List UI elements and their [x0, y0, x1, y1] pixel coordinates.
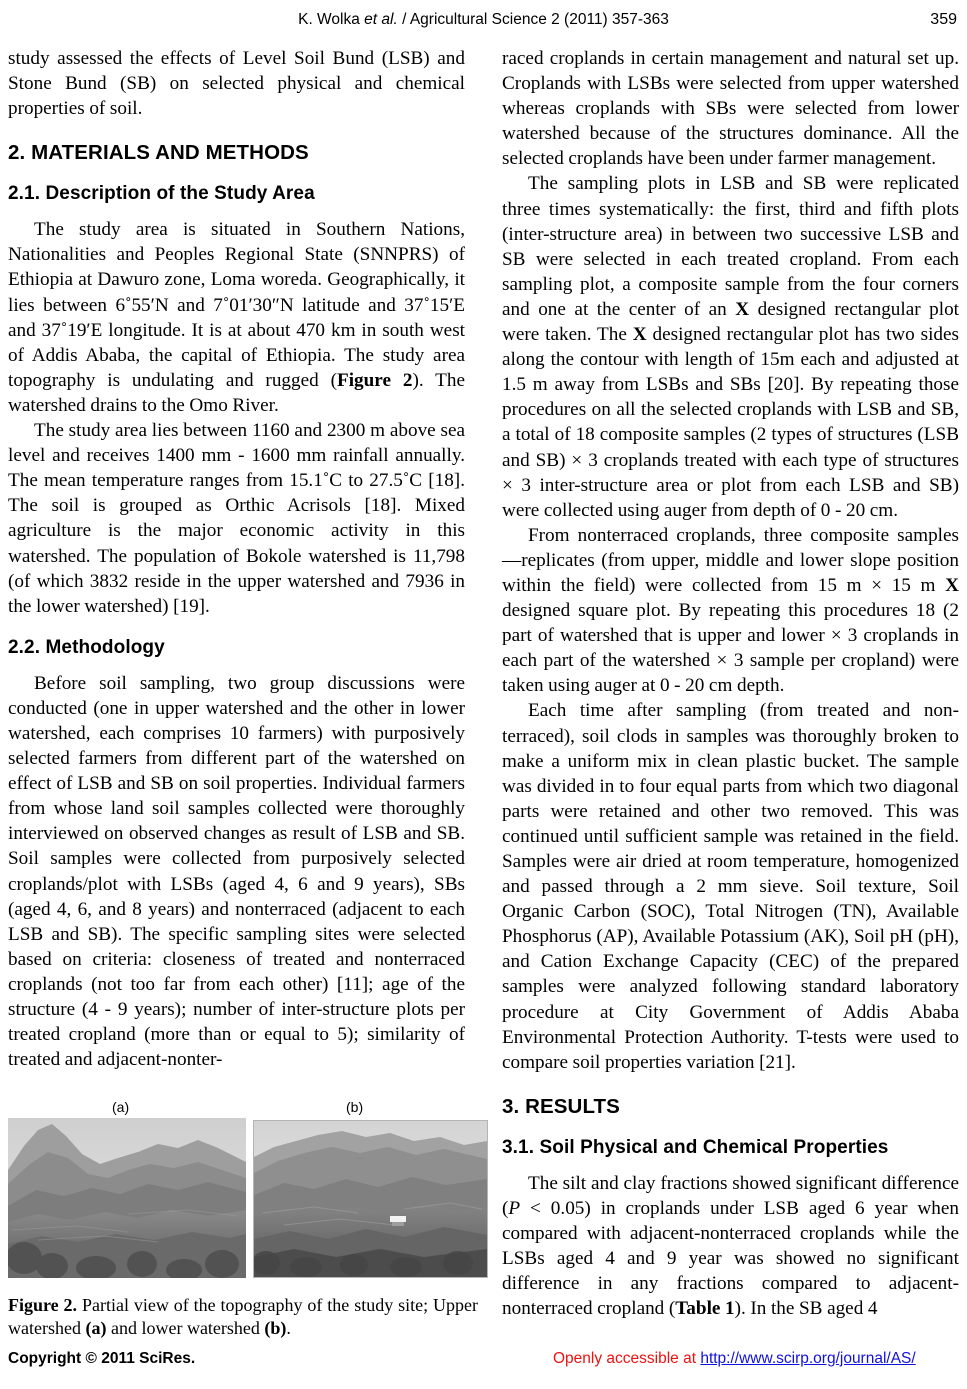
- figure-caption-ref-b: (b): [264, 1317, 287, 1338]
- x-design-reference-2: X: [632, 324, 647, 346]
- running-head-journal: / Agricultural Science 2 (2011) 357-363: [397, 11, 669, 28]
- figure-panels: [8, 1118, 478, 1278]
- paragraph-continued-right: raced croplands in certain management and natural set up. Croplands with LSBs were selected from upper watershed whereas croplands with SBs were selected from lower watershed because of the structures dominance. All the selected croplands have been under farmer management.: [502, 48, 959, 170]
- sampling-text-a: The sampling plots in LSB and SB were replicated three times systematically: the first, third and fifth plots (inter-structure area) in between two successive LSB and SB were selected in each treated cropland. From each sampling plot, a composite sample from the four corners and one at the center of an: [502, 173, 959, 320]
- open-access-label: Openly accessible at: [553, 1350, 701, 1367]
- figure-caption-text-a: Partial view of the topography of the study site; Upper watershed: [8, 1295, 478, 1338]
- study-area-text-a: The study area is situated in Southern Nations, Nationalities and Peoples Regional State (SNNPRS) of Ethiopia at Dawuro zone, Loma woreda. Geographically, it lies between 6˚55′N and 7˚01′30″N latitude and 37˚15′E and 37˚19′E longitude. It is at about 470 km in south west of Addis Ababa, the capital of Ethiopia. The study area topography is undulating and rugged (: [8, 219, 465, 391]
- x-design-reference-3: X: [945, 574, 959, 596]
- paragraph-sampling-plots: [502, 171, 959, 522]
- running-head-authors: K. Wolka: [298, 11, 365, 28]
- page-number: 359: [930, 11, 957, 28]
- paragraph-continued-left: study assessed the effects of Level Soil Bund (LSB) and Stone Bund (SB) on selected physical and chemical properties of soil.: [8, 48, 465, 120]
- paragraph-study-area-location: [8, 217, 465, 418]
- figure-2-caption: [8, 1294, 478, 1339]
- figure-caption-ref-a: (a): [85, 1317, 107, 1338]
- paragraph-methodology: Before soil sampling, two group discussions were conducted (one in upper watershed and the other in lower watershed, each comprises 10 farmers) with purposively selected farmers from different part of the watershed on effect of LSB and SB on soil properties. Individual farmers from whose land soil samples collected were thoroughly interviewed on observed changes as result of LSB and SB. Soil samples were collected from purposively selected croplands/plot with LSBs (aged 4, 6 and 9 years), SBs (aged 4, 6, and 8 years) and nonterraced (adjacent to each LSB and SB). The specific sampling sites were selected based on criteria: closeness of treated and nonterraced croplands (not too far from each other) [11]; age of the structure (4 - 9 years); number of inter-structure plots per treated cropland (more than or equal to 5); similarity of treated and adjacent-nonter-: [8, 672, 465, 1071]
- results-text-b: < 0.05) in croplands under LSB aged 6 year when compared with adjacent-nonterraced croplands while the LSBs aged 4 and 9 year was showed no significant difference in any fractions compared to adjacent-nonterraced cropland (: [502, 1197, 959, 1320]
- figure-panel-labels: [8, 1098, 478, 1118]
- heading-methodology: 2.2. Methodology: [8, 636, 165, 658]
- sampling-text-c: designed rectangular plot has two sides along the contour with length of 15m each and adjusted at 1.5 m away from LSBs and SBs [20]. By repeating those procedures on all the selected croplands with LSB and SB, a total of 18 composite samples (2 types of structures (LSB and SB) × 3 croplands treated with each type of structures × 3 inter-structure area or plot from each LSB and SB) were collected using auger from depth of 0 - 20 cm.: [502, 324, 959, 521]
- copyright-notice: Copyright © 2011 SciRes.: [8, 1350, 196, 1367]
- results-text-c: ). In the SB aged 4: [734, 1298, 878, 1320]
- right-column: [502, 46, 959, 1321]
- open-access-notice: [553, 1348, 916, 1370]
- paragraph-study-area-climate: The study area lies between 1160 and 2300 m above sea level and receives 1400 mm - 1600 mm rainfall annually. The mean temperature ranges from 15.1˚C to 27.5˚C [18]. The soil is grouped as Orthic Acrisols [18]. Mixed agriculture is the major economic activity in this watershed. The population of Bokole watershed is 11,798 (of which 3832 reside in the upper watershed and 7936 in the lower watershed) [19].: [8, 420, 465, 617]
- heading-description-of-study-area: 2.1. Description of the Study Area: [8, 183, 315, 205]
- sampling-text-b: designed rectangular plot were taken. The: [502, 298, 959, 346]
- photo-upper-watershed: [8, 1118, 246, 1278]
- paragraph-nonterraced-sampling: [502, 523, 959, 699]
- journal-url-link[interactable]: http://www.scirp.org/journal/AS/: [700, 1350, 916, 1367]
- page-footer: [0, 1348, 967, 1374]
- figure-caption-end: .: [286, 1317, 291, 1338]
- nonterraced-text-b: designed square plot. By repeating this procedures 18 (2 part of watershed that is upper and lower × 3 croplands in each part of the watershed × 3 sample per cropland) were taken using auger at 0 - 20 cm depth.: [502, 600, 959, 697]
- nonterraced-text-a: From nonterraced croplands, three composite samples—replicates (from upper, middle and lower slope position within the field) were collected from 15 m × 15 m: [502, 524, 959, 596]
- study-area-text-b: ). The watershed drains to the Omo River.: [8, 369, 465, 416]
- figure-label-a: (a): [112, 1099, 130, 1115]
- x-design-reference-1: X: [735, 298, 750, 320]
- results-text-a: The silt and clay fractions showed significant difference (: [502, 1172, 959, 1219]
- p-value-symbol: P: [508, 1197, 521, 1219]
- paragraph-sample-analysis: Each time after sampling (from treated and non-terraced), soil clods in samples was thoroughly broken to make a uniform mix in clean plastic bucket. The sample was divided in to four equal parts from which two diagonal parts were retained and other two removed. This was continued until sufficient sample was retained in the field. Samples were air dried at room temperature, homogenized and passed through a 2 mm sieve. Soil texture, Soil Organic Carbon (SOC), Total Nitrogen (TN), Available Phosphorus (AP), Available Potassium (AK), Soil pH (pH), and Cation Exchange Capacity (CEC) of the prepared samples were analyzed following standard laboratory procedure at City Government of Addis Ababa Environmental Protection Authority. T-tests were used to compare soil properties variation [21].: [502, 700, 959, 1073]
- heading-soil-physical-chemical-properties: 3.1. Soil Physical and Chemical Properties: [502, 1136, 889, 1158]
- running-head: [0, 8, 967, 32]
- figure-caption-text-b: and lower watershed: [106, 1317, 265, 1338]
- left-column: [8, 46, 465, 1072]
- running-head-etal: et al.: [364, 11, 398, 28]
- photo-upper-watershed-image: [8, 1118, 246, 1278]
- figure-label-b: (b): [346, 1099, 364, 1115]
- photo-lower-watershed: [253, 1120, 488, 1278]
- heading-results: 3. RESULTS: [502, 1094, 620, 1118]
- paragraph-results-fractions: [502, 1171, 959, 1322]
- figure-caption-number: Figure 2.: [8, 1295, 78, 1315]
- running-head-title: [0, 8, 967, 32]
- figure-2-reference: Figure 2: [336, 369, 413, 391]
- photo-lower-watershed-image: [254, 1121, 487, 1277]
- figure-2: [8, 1098, 478, 1339]
- heading-materials-and-methods: 2. MATERIALS AND METHODS: [8, 141, 309, 165]
- table-1-reference: Table 1: [675, 1298, 735, 1320]
